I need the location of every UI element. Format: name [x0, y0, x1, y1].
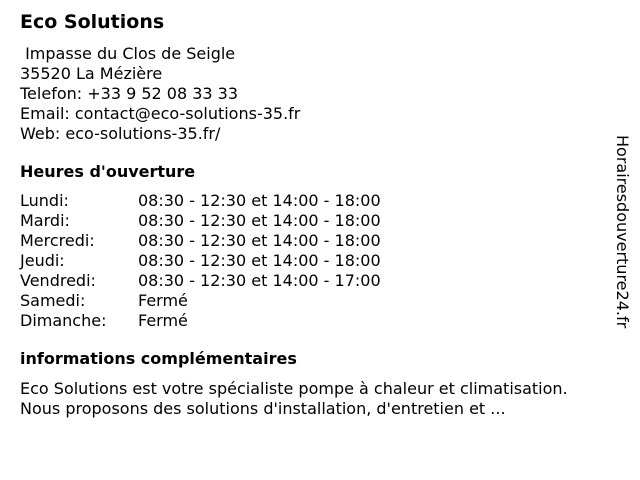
info-line: Eco Solutions est votre spécialiste pompe à chaleur et climatisation. — [20, 379, 568, 398]
hours-table — [20, 191, 620, 331]
hours-value: Fermé — [138, 291, 188, 310]
hours-value: Fermé — [138, 311, 188, 330]
phone-line: Telefon: +33 9 52 08 33 33 — [20, 84, 239, 103]
info-line: Nous proposons des solutions d'installation, d'entretien et ... — [20, 399, 506, 418]
hours-row-thursday — [20, 251, 620, 271]
hours-value: 08:30 - 12:30 et 14:00 - 17:00 — [138, 271, 381, 290]
hours-row-friday — [20, 271, 620, 291]
hours-value: 08:30 - 12:30 et 14:00 - 18:00 — [138, 251, 381, 270]
hours-row-sunday — [20, 311, 620, 331]
address-street: Impasse du Clos de Seigle — [20, 44, 236, 63]
hours-value: 08:30 - 12:30 et 14:00 - 18:00 — [138, 231, 381, 250]
hours-row-tuesday — [20, 211, 620, 231]
business-name: Eco Solutions — [20, 11, 165, 33]
hours-row-monday — [20, 191, 620, 211]
hours-value: 08:30 - 12:30 et 14:00 - 18:00 — [138, 211, 381, 230]
hours-day: Samedi: — [20, 291, 86, 310]
hours-day: Mercredi: — [20, 231, 95, 250]
hours-day: Lundi: — [20, 191, 69, 210]
business-card — [20, 10, 620, 419]
hours-row-saturday — [20, 291, 620, 311]
hours-day: Vendredi: — [20, 271, 96, 290]
info-title: informations complémentaires — [20, 349, 297, 368]
email-line: Email: contact@eco-solutions-35.fr — [20, 104, 301, 123]
web-line: Web: eco-solutions-35.fr/ — [20, 124, 221, 143]
hours-day: Dimanche: — [20, 311, 107, 330]
site-watermark: Horairesdouverture24.fr — [613, 135, 632, 329]
hours-title: Heures d'ouverture — [20, 162, 196, 181]
hours-row-wednesday — [20, 231, 620, 251]
hours-value: 08:30 - 12:30 et 14:00 - 18:00 — [138, 191, 381, 210]
address-city: 35520 La Mézière — [20, 64, 163, 83]
hours-day: Mardi: — [20, 211, 70, 230]
hours-day: Jeudi: — [20, 251, 65, 270]
info-text — [20, 379, 620, 419]
